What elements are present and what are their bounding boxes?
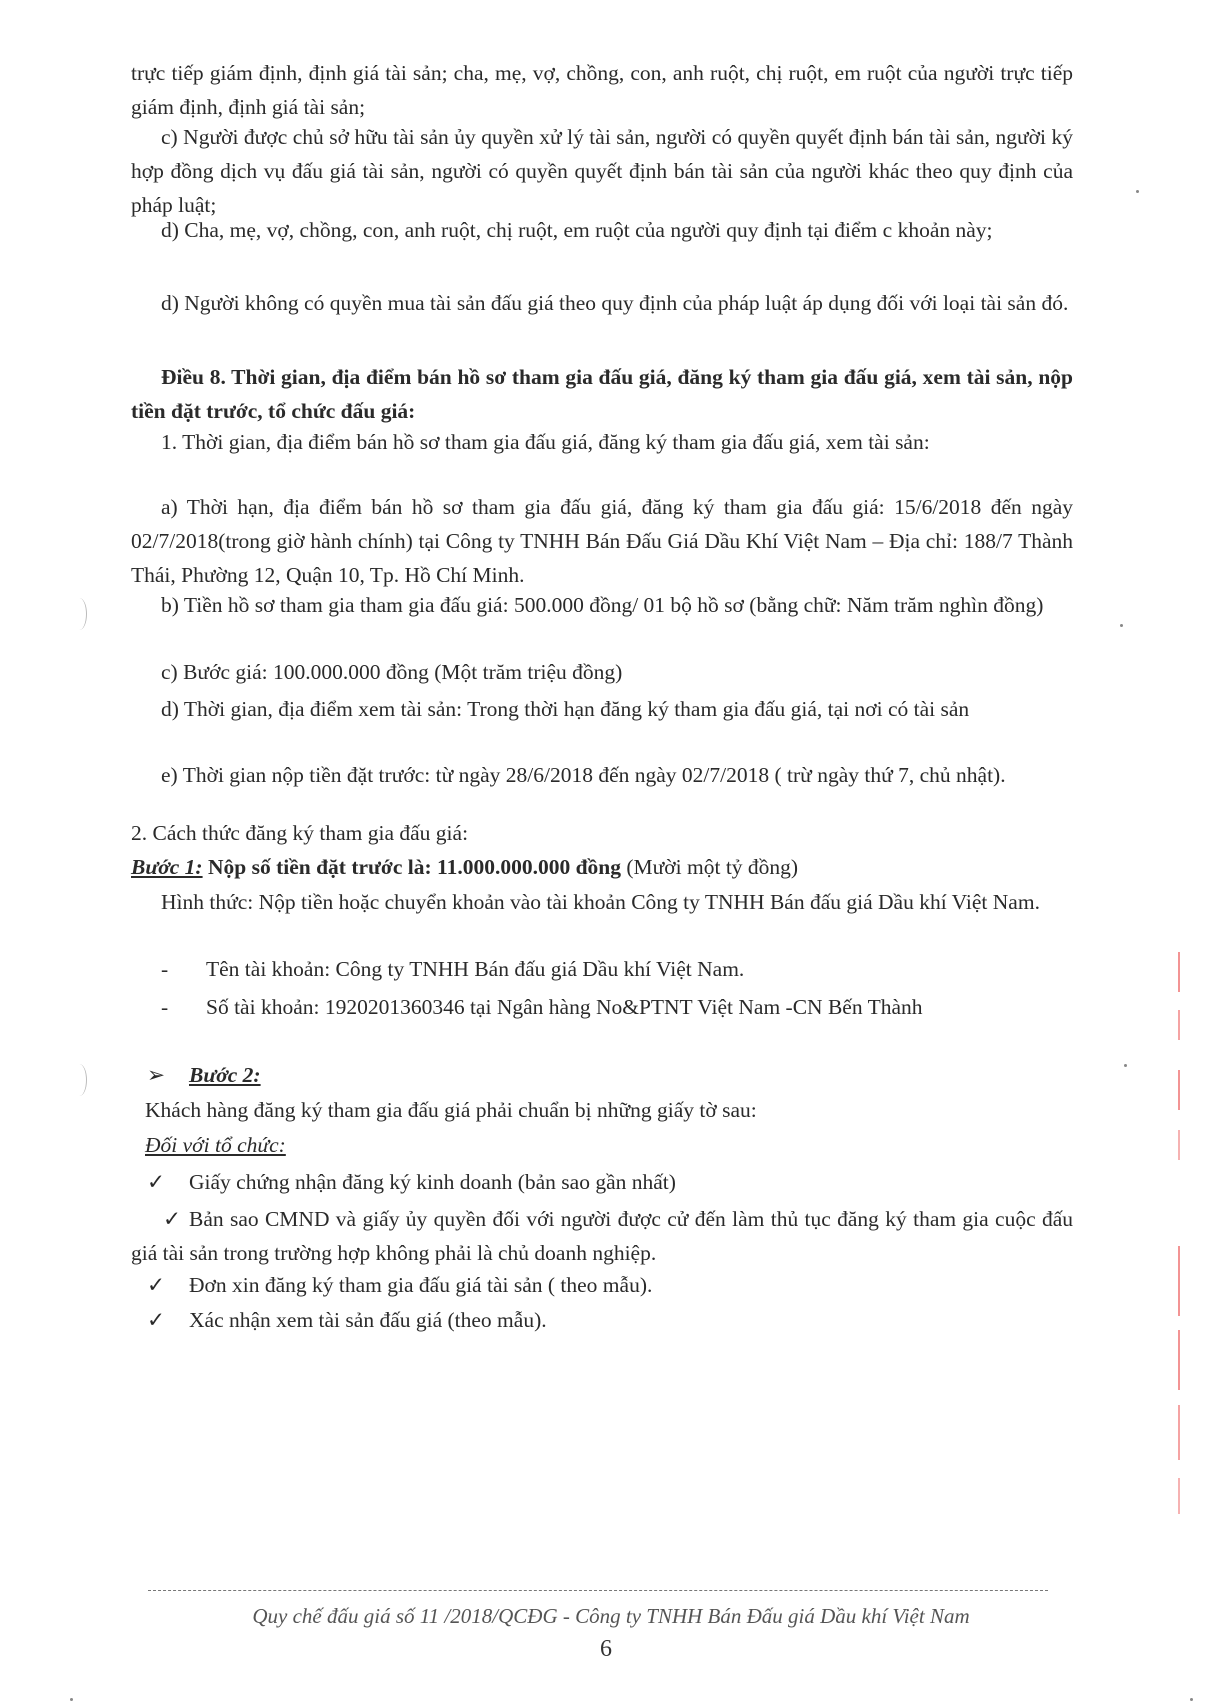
checklist-text: Xác nhận xem tài sản đấu giá (theo mẫu). — [189, 1308, 547, 1332]
paragraph-point-d-relatives: d) Cha, mẹ, vợ, chồng, con, anh ruột, chị ruột, em ruột của người quy định tại điểm c khoản này; — [161, 218, 993, 242]
paragraph-point-c: c) Người được chủ sở hữu tài sản ủy quyền xử lý tài sản, người có quyền quyết định bán tài sản, người ký hợp đồng dịch vụ đấu giá tài sản, người có quyền quyết định bán tài sản của người khác theo quy định của pháp luật; — [131, 125, 1073, 217]
dash-bullet: - — [161, 957, 169, 981]
footer-divider — [148, 1590, 1048, 1591]
checkmark-icon: ✓ — [147, 1308, 166, 1332]
step-1-deposit: Nộp số tiền đặt trước là: 11.000.000.000 đồng — [202, 855, 621, 879]
item-c-bid-step: c) Bước giá: 100.000.000 đồng (Một trăm triệu đồng) — [161, 660, 623, 684]
step-1-label: Bước 1: — [131, 855, 203, 879]
checklist-item-1 — [131, 1165, 1073, 1199]
scan-artifact — [72, 598, 87, 630]
paragraph-continuation: trực tiếp giám định, định giá tài sản; cha, mẹ, vợ, chồng, con, anh ruột, chị ruột, em ruột của người trực tiếp giám định, định giá tài sản; — [131, 61, 1073, 119]
checklist-item-3 — [131, 1268, 1073, 1302]
arrow-bullet-icon: ➢ — [147, 1063, 166, 1087]
checklist-item-2 — [131, 1202, 1073, 1270]
account-number: Số tài khoản: 1920201360346 tại Ngân hàng No&PTNT Việt Nam -CN Bến Thành — [206, 995, 923, 1019]
scan-artifact — [72, 1064, 87, 1096]
account-name: Tên tài khoản: Công ty TNHH Bán đấu giá Dầu khí Việt Nam. — [206, 957, 745, 981]
checklist-text: Đơn xin đăng ký tham gia đấu giá tài sản ( theo mẫu). — [189, 1273, 653, 1297]
item-b-dossier-fee: b) Tiền hồ sơ tham gia tham gia đấu giá: 500.000 đồng/ 01 bộ hồ sơ (bằng chữ: Năm trăm nghìn đồng) — [161, 593, 1044, 617]
checklist-text: Giấy chứng nhận đăng ký kinh doanh (bản sao gần nhất) — [189, 1170, 676, 1194]
item-e-deposit-time: e) Thời gian nộp tiền đặt trước: từ ngày 28/6/2018 đến ngày 02/7/2018 ( trừ ngày thứ 7, chủ nhật). — [161, 763, 1006, 787]
paragraph-point-d-no-right: d) Người không có quyền mua tài sản đấu giá theo quy định của pháp luật áp dụng đối với loại tài sản đó. — [161, 291, 1069, 315]
for-organizations-heading: Đối với tổ chức: — [145, 1133, 286, 1157]
scan-speck — [1190, 1698, 1193, 1701]
account-number-line — [131, 990, 1073, 1024]
step-2-label: Bước 2: — [189, 1063, 261, 1087]
checklist-item-4 — [131, 1303, 1073, 1337]
account-name-line — [131, 952, 1073, 986]
checkmark-icon: ✓ — [163, 1207, 182, 1231]
item-d-viewing: d) Thời gian, địa điểm xem tài sản: Trong thời hạn đăng ký tham gia đấu giá, tại nơi có tài sản — [161, 697, 970, 721]
footer-caption: Quy chế đấu giá số 11 /2018/QCĐG - Công ty TNHH Bán Đấu giá Dầu khí Việt Nam — [252, 1604, 970, 1628]
dash-bullet: - — [161, 995, 169, 1019]
checkmark-icon: ✓ — [147, 1170, 166, 1194]
checklist-text: Bản sao CMND và giấy ủy quyền đối với người được cử đến làm thủ tục đăng ký tham gia cuộc đấu giá tài sản trong trường hợp không phải là chủ doanh nghiệp. — [131, 1207, 1073, 1265]
section-2-heading: 2. Cách thức đăng ký tham gia đấu giá: — [131, 821, 469, 845]
step-1-deposit-words: (Mười một tỷ đồng) — [620, 855, 799, 879]
page-number: 6 — [600, 1636, 612, 1662]
payment-form: Hình thức: Nộp tiền hoặc chuyển khoản vào tài khoản Công ty TNHH Bán đấu giá Dầu khí Việt Nam. — [161, 890, 1040, 914]
step-1-line — [131, 850, 1073, 884]
scan-speck — [1136, 190, 1139, 193]
scan-speck — [1120, 624, 1123, 627]
item-a-time-place: a) Thời hạn, địa điểm bán hồ sơ tham gia đấu giá, đăng ký tham gia đấu giá: 15/6/2018 đến ngày 02/7/2018(trong giờ hành chính) tại Công ty TNHH Bán Đấu Giá Dầu Khí Việt Nam – Địa chỉ: 188/7 Thành Thái, Phường 12, Quận 10, Tp. Hồ Chí Minh. — [131, 495, 1073, 587]
section-1-heading: 1. Thời gian, địa điểm bán hồ sơ tham gia đấu giá, đăng ký tham gia đấu giá, xem tài sản: — [161, 430, 930, 454]
required-documents-intro: Khách hàng đăng ký tham gia đấu giá phải chuẩn bị những giấy tờ sau: — [145, 1098, 757, 1122]
checkmark-icon: ✓ — [147, 1273, 166, 1297]
scan-speck — [1124, 1064, 1127, 1067]
article-8-heading: Điều 8. Thời gian, địa điểm bán hồ sơ tham gia đấu giá, đăng ký tham gia đấu giá, xem tài sản, nộp tiền đặt trước, tổ chức đấu giá: — [131, 365, 1073, 423]
step-2-line — [131, 1058, 1073, 1092]
scan-speck — [70, 1698, 73, 1701]
